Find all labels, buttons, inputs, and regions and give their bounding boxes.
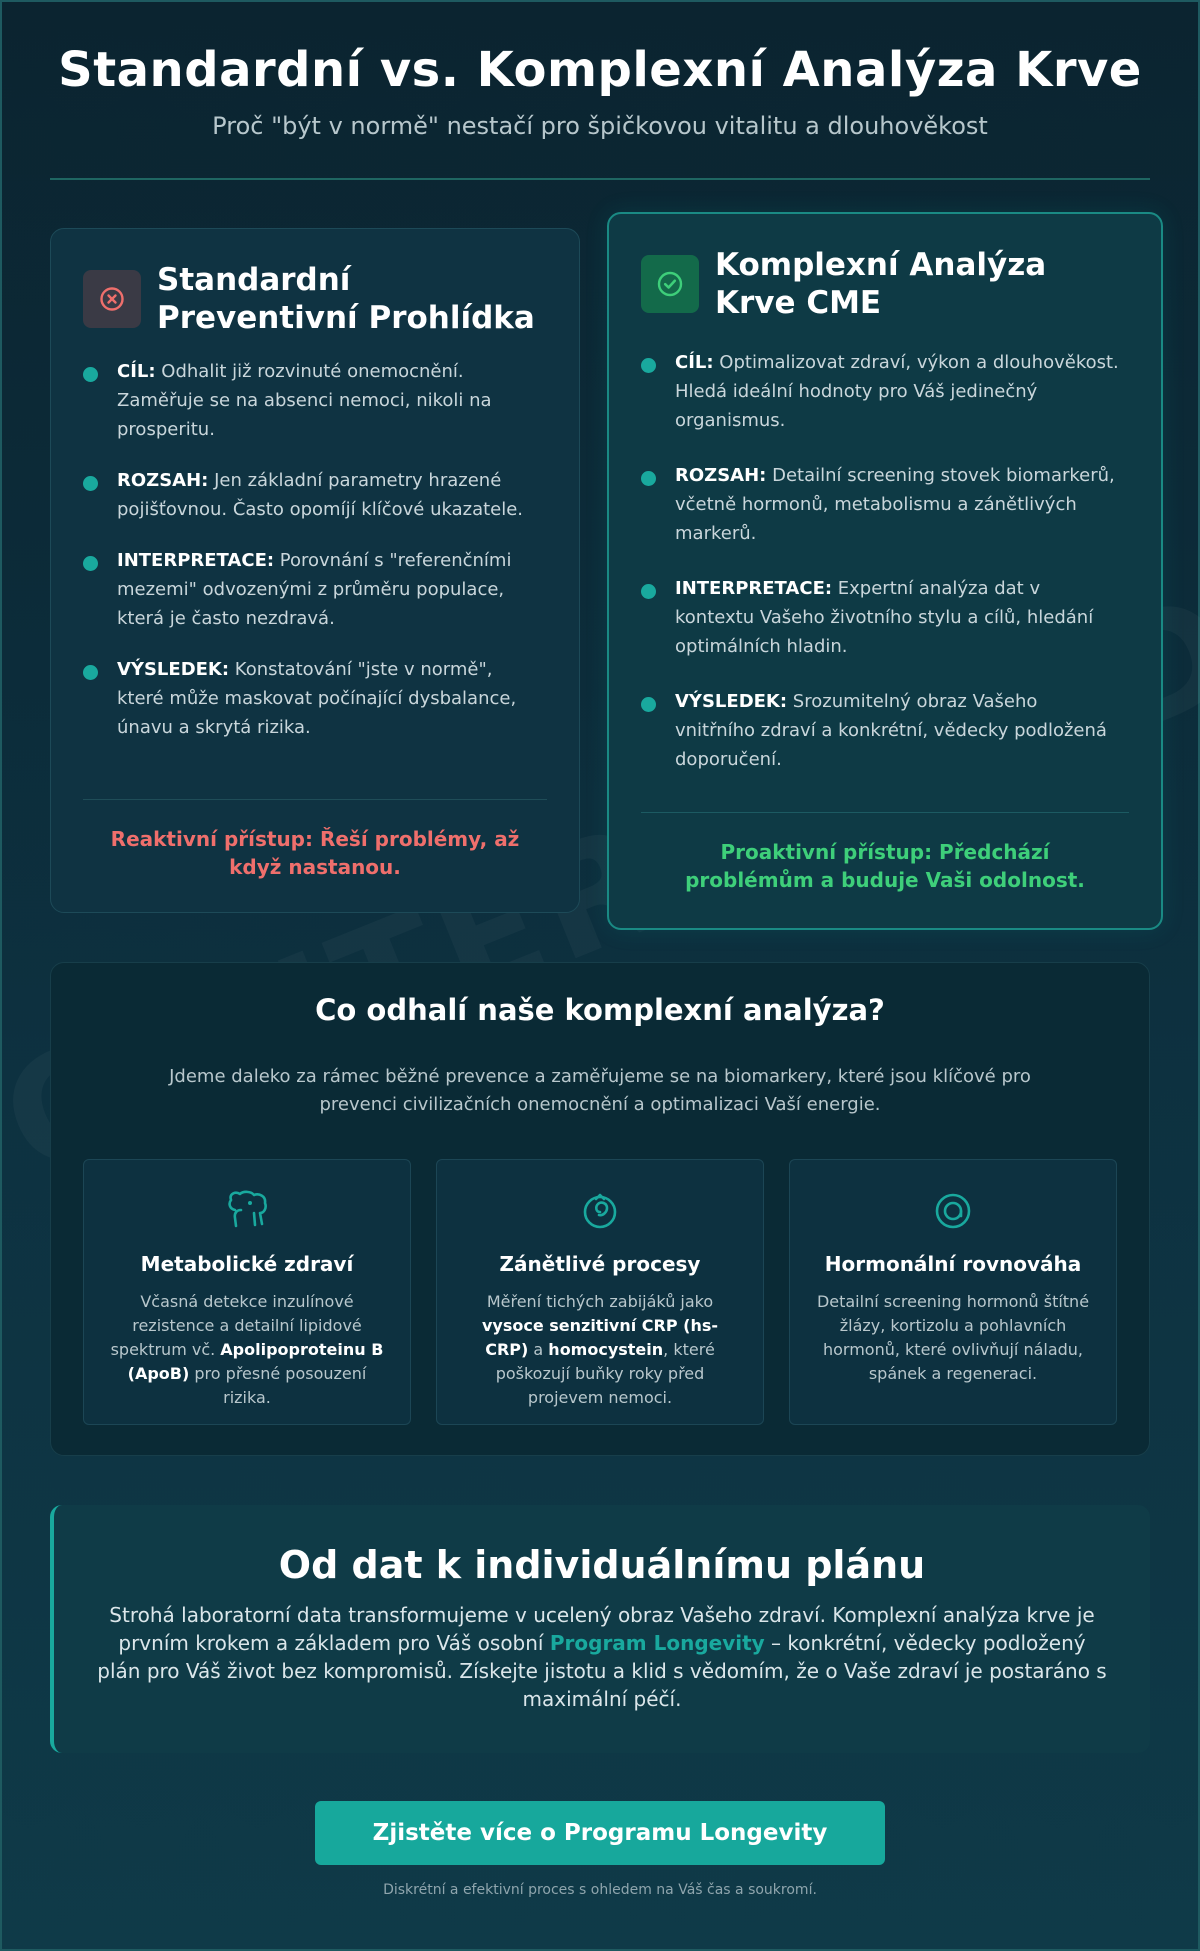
x-circle-icon bbox=[83, 270, 141, 328]
complex-tagline: Proaktivní přístup: Předchází problémům a buduje Vaši odolnost. bbox=[685, 840, 1085, 892]
tile-hormonal-title: Hormonální rovnováha bbox=[824, 1252, 1082, 1276]
standard-point-goal: CÍL: Odhalit již rozvinuté onemocnění. Zaměřuje se na absenci nemoci, nikoli na prosperitu. bbox=[83, 357, 543, 444]
biomarkers-subtitle: Jdeme daleko za rámec běžné prevence a zaměřujeme se na biomarkery, které jsou klíčové pro prevenci civilizačních onemocnění a optimalizaci Vaší energie. bbox=[169, 1066, 1031, 1115]
page-subtitle: Proč "být v normě" nestačí pro špičkovou vitalitu a dlouhověkost bbox=[212, 112, 988, 140]
plan-text: Strohá laboratorní data transformujeme v ucelený obraz Vašeho zdraví. Komplexní analýza krve je prvním krokem a základem pro Váš osobní Program Longevity – konkrétní, vědecky podložený plán pro Váš život bez kompromisů. Získejte jistotu a klid s vědomím, že o Vaše zdraví je postaráno s maximální péčí. bbox=[97, 1603, 1107, 1711]
standard-card-title: Standardní Preventivní Prohlídka bbox=[157, 262, 535, 336]
complex-point-scope: ROZSAH: Detailní screening stovek biomarkerů, včetně hormonů, metabolismu a zánětlivých markerů. bbox=[641, 461, 1119, 548]
standard-checkup-card bbox=[50, 228, 580, 913]
hormone-icon bbox=[814, 1188, 1092, 1234]
header-divider bbox=[50, 178, 1150, 180]
standard-divider bbox=[83, 799, 547, 800]
tile-metabolic-title: Metabolické zdraví bbox=[140, 1252, 354, 1276]
complex-points bbox=[641, 348, 1119, 774]
biomarker-tiles bbox=[83, 1159, 1117, 1425]
page-header bbox=[0, 0, 1200, 140]
biomarkers-section bbox=[50, 962, 1150, 1456]
check-circle-icon bbox=[641, 255, 699, 313]
cta-note: Diskrétní a efektivní proces s ohledem na Váš čas a soukromí. bbox=[383, 1882, 817, 1898]
standard-tagline: Reaktivní přístup: Řeší problémy, až když nastanou. bbox=[110, 827, 520, 879]
complex-analysis-card bbox=[607, 212, 1163, 930]
complex-point-goal: CÍL: Optimalizovat zdraví, výkon a dlouhověkost. Hledá ideální hodnoty pro Váš jedinečný organismus. bbox=[641, 348, 1119, 435]
program-longevity-link[interactable]: Program Longevity bbox=[549, 1631, 765, 1655]
complex-point-interpretation: INTERPRETACE: Expertní analýza dat v kontextu Vašeho životního stylu a cílů, hledání optimálních hladin. bbox=[641, 574, 1119, 661]
standard-card-header bbox=[83, 261, 535, 337]
organ-icon bbox=[108, 1188, 386, 1234]
tile-hormonal-balance bbox=[789, 1159, 1117, 1425]
standard-point-interpretation: INTERPRETACE: Porovnání s "referenčními mezemi" odvozenými z průměru populace, která je často nezdravá. bbox=[83, 546, 543, 633]
plan-title: Od dat k individuálnímu plánu bbox=[278, 1543, 926, 1587]
individual-plan-section bbox=[50, 1505, 1150, 1753]
complex-card-title: Komplexní Analýza Krve CME bbox=[715, 247, 1047, 321]
complex-card-header bbox=[641, 246, 1046, 322]
biomarkers-title: Co odhalí naše komplexní analýza? bbox=[315, 993, 885, 1027]
tile-hormonal-text: Detailní screening hormonů štítné žlázy, kortizolu a pohlavních hormonů, které ovlivňují náladu, spánek a regeneraci. bbox=[816, 1292, 1090, 1383]
standard-point-result: VÝSLEDEK: Konstatování "jste v normě", které může maskovat počínající dysbalance, únavu a skrytá rizika. bbox=[83, 655, 543, 742]
inflammation-icon bbox=[461, 1188, 739, 1234]
complex-divider bbox=[641, 812, 1129, 813]
complex-point-result: VÝSLEDEK: Srozumitelný obraz Vašeho vnitřního zdraví a konkrétní, vědecky podložená doporučení. bbox=[641, 687, 1119, 774]
tile-inflammation-text: Měření tichých zabijáků jako vysoce senzitivní CRP (hs-CRP) a homocystein, které poškozují buňky roky před projevem nemoci. bbox=[481, 1292, 719, 1407]
tile-metabolic-text: Včasná detekce inzulínové rezistence a detailní lipidové spektrum vč. Apolipoproteinu B (ApoB) pro přesné posouzení rizika. bbox=[110, 1292, 384, 1407]
tile-inflammation bbox=[436, 1159, 764, 1425]
standard-point-scope: ROZSAH: Jen základní parametry hrazené pojišťovnou. Často opomíjí klíčové ukazatele. bbox=[83, 466, 543, 524]
standard-points bbox=[83, 357, 543, 742]
page-title: Standardní vs. Komplexní Analýza Krve bbox=[58, 42, 1142, 98]
learn-more-button[interactable]: Zjistěte více o Programu Longevity bbox=[315, 1801, 885, 1865]
tile-inflammation-title: Zánětlivé procesy bbox=[499, 1252, 701, 1276]
tile-metabolic-health bbox=[83, 1159, 411, 1425]
